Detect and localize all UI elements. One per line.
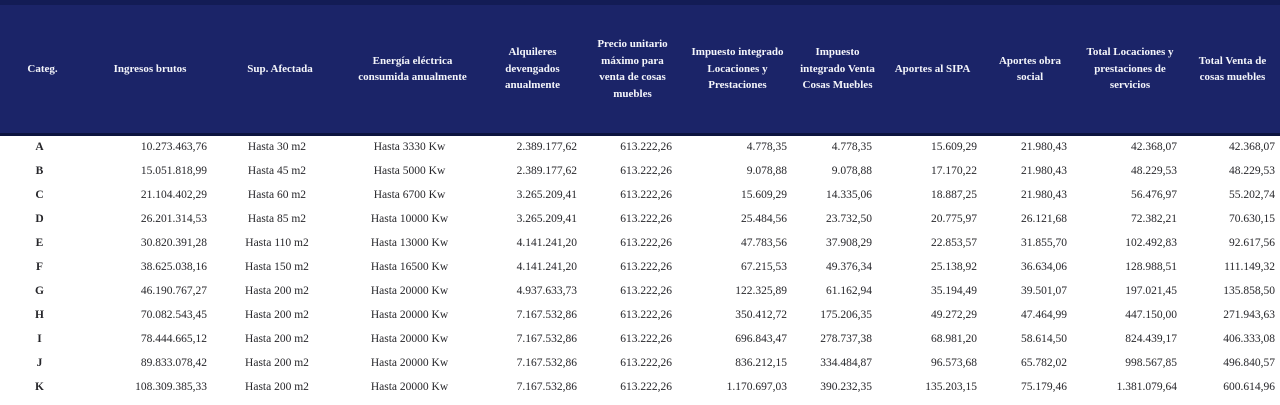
cell-imp_locaciones: 1.170.697,03 [726,380,787,393]
column-header-imp_locaciones: Impuesto integrado Locaciones y Prestaciones [691,46,784,92]
cell-sipa: 49.272,29 [931,308,977,321]
cell-sipa: 135.203,15 [925,380,977,393]
cell-total_venta: 406.333,08 [1223,332,1275,345]
column-header-precio_unitario: Precio unitario máximo para venta de cosas muebles [597,38,668,100]
cell-sipa: 68.981,20 [931,332,977,345]
table-row [0,135,1280,159]
cell-categ: A [35,141,44,154]
cell-imp_venta: 37.908,29 [826,236,872,249]
cell-precio_unitario: 613.222,26 [620,356,672,369]
table-row [0,279,1280,303]
table-row [0,351,1280,375]
cell-imp_venta: 175.206,35 [820,308,872,321]
cell-alquileres: 3.265.209,41 [516,188,577,201]
cell-alquileres: 4.141.241,20 [516,236,577,249]
cell-imp_locaciones: 67.215,53 [741,260,787,273]
cell-imp_locaciones: 836.212,15 [735,356,787,369]
cell-imp_venta: 334.484,87 [820,356,872,369]
cell-obra_social: 31.855,70 [1021,236,1067,249]
cell-imp_venta: 14.335,06 [826,188,872,201]
cell-obra_social: 58.614,50 [1021,332,1067,345]
cell-imp_venta: 278.737,38 [820,332,872,345]
cell-total_venta: 55.202,74 [1229,188,1275,201]
cell-energia: Hasta 20000 Kw [370,380,449,393]
cell-imp_locaciones: 350.412,72 [735,308,787,321]
cell-obra_social: 21.980,43 [1021,141,1067,154]
cell-ingresos_brutos: 89.833.078,42 [140,356,207,369]
cell-ingresos_brutos: 46.190.767,27 [140,284,207,297]
cell-imp_locaciones: 122.325,89 [735,284,787,297]
cell-alquileres: 4.937.633,73 [516,284,577,297]
cell-imp_locaciones: 15.609,29 [741,188,787,201]
cell-total_locaciones: 48.229,53 [1131,164,1177,177]
table-row [0,327,1280,351]
cell-energia: Hasta 20000 Kw [370,332,449,345]
table-row [0,207,1280,231]
cell-ingresos_brutos: 38.625.038,16 [140,260,207,273]
cell-energia: Hasta 10000 Kw [370,212,449,225]
cell-total_venta: 70.630,15 [1229,212,1275,225]
cell-ingresos_brutos: 108.309.385,33 [135,380,207,393]
column-header-sipa: Aportes al SIPA [894,62,971,75]
cell-total_venta: 48.229,53 [1229,164,1275,177]
cell-sipa: 96.573,68 [931,356,977,369]
cell-imp_locaciones: 47.783,56 [741,236,787,249]
cell-total_locaciones: 824.439,17 [1125,332,1177,345]
table-row [0,303,1280,327]
cell-precio_unitario: 613.222,26 [620,332,672,345]
column-header-total_venta: Total Venta de cosas muebles [1198,54,1267,83]
cell-precio_unitario: 613.222,26 [620,141,672,154]
table-row [0,375,1280,399]
table-row [0,231,1280,255]
cell-obra_social: 39.501,07 [1021,284,1067,297]
cell-categ: K [35,380,44,393]
cell-obra_social: 65.782,02 [1021,356,1067,369]
cell-sup_afectada: Hasta 45 m2 [247,164,307,177]
cell-imp_venta: 49.376,34 [826,260,872,273]
cell-obra_social: 47.464,99 [1021,308,1067,321]
cell-imp_locaciones: 25.484,56 [741,212,787,225]
cell-precio_unitario: 613.222,26 [620,188,672,201]
cell-precio_unitario: 613.222,26 [620,380,672,393]
cell-categ: J [36,356,43,369]
cell-precio_unitario: 613.222,26 [620,236,672,249]
cell-alquileres: 7.167.532,86 [516,308,577,321]
column-header-categ: Categ. [27,62,58,75]
cell-sup_afectada: Hasta 200 m2 [245,308,309,321]
cell-imp_locaciones: 9.078,88 [746,164,787,177]
cell-imp_venta: 9.078,88 [831,164,872,177]
cell-total_locaciones: 56.476,97 [1131,188,1177,201]
cell-total_venta: 135.858,50 [1223,284,1275,297]
table-header [0,3,1280,135]
cell-ingresos_brutos: 30.820.391,28 [140,236,207,249]
cell-alquileres: 7.167.532,86 [516,332,577,345]
cell-sup_afectada: Hasta 200 m2 [245,332,309,345]
cell-ingresos_brutos: 21.104.402,29 [140,188,207,201]
cell-total_locaciones: 128.988,51 [1125,260,1177,273]
column-header-energia: Energía eléctrica consumida anualmente [358,54,467,83]
cell-total_locaciones: 42.368,07 [1131,141,1177,154]
cell-obra_social: 26.121,68 [1021,212,1067,225]
cell-energia: Hasta 6700 Kw [373,188,446,201]
cell-categ: G [35,284,44,297]
table-row [0,159,1280,183]
cell-categ: B [35,164,44,177]
column-header-obra_social: Aportes obra social [998,54,1062,83]
cell-sipa: 17.170,22 [931,164,977,177]
cell-energia: Hasta 5000 Kw [373,164,446,177]
cell-precio_unitario: 613.222,26 [620,284,672,297]
column-header-alquileres: Alquileres devengados anualmente [505,46,560,92]
cell-sipa: 20.775,97 [931,212,977,225]
cell-precio_unitario: 613.222,26 [620,260,672,273]
cell-total_venta: 111.149,32 [1224,260,1275,273]
cell-energia: Hasta 16500 Kw [370,260,449,273]
cell-total_venta: 496.840,57 [1223,356,1275,369]
cell-ingresos_brutos: 10.273.463,76 [140,141,207,154]
column-header-sup_afectada: Sup. Afectada [247,62,313,75]
cell-total_locaciones: 72.382,21 [1131,212,1177,225]
cell-alquileres: 4.141.241,20 [516,260,577,273]
cell-imp_locaciones: 696.843,47 [735,332,787,345]
cell-sipa: 25.138,92 [931,260,977,273]
cell-sipa: 15.609,29 [931,141,977,154]
column-header-imp_venta: Impuesto integrado Venta Cosas Muebles [800,46,875,92]
cell-imp_venta: 23.732,50 [826,212,872,225]
cell-sipa: 35.194,49 [931,284,977,297]
cell-total_venta: 271.943,63 [1223,308,1275,321]
column-header-ingresos_brutos: Ingresos brutos [113,62,187,75]
header-row [0,3,1280,135]
cell-categ: D [35,212,44,225]
cell-categ: E [35,236,44,249]
cell-imp_venta: 61.162,94 [826,284,872,297]
cell-imp_venta: 4.778,35 [831,141,872,154]
cell-total_locaciones: 998.567,85 [1125,356,1177,369]
cell-categ: I [37,332,42,345]
cell-imp_venta: 390.232,35 [820,380,872,393]
cell-total_venta: 600.614,96 [1223,380,1275,393]
cell-sup_afectada: Hasta 200 m2 [245,380,309,393]
column-header-total_locaciones: Total Locaciones y prestaciones de servicios [1086,46,1174,92]
cell-precio_unitario: 613.222,26 [620,164,672,177]
cell-sup_afectada: Hasta 60 m2 [247,188,307,201]
table-row [0,255,1280,279]
cell-categ: F [35,260,44,273]
cell-categ: C [35,188,44,201]
cell-obra_social: 21.980,43 [1021,188,1067,201]
cell-total_locaciones: 197.021,45 [1125,284,1177,297]
cell-obra_social: 36.634,06 [1021,260,1067,273]
cell-sup_afectada: Hasta 110 m2 [245,236,309,249]
cell-sup_afectada: Hasta 30 m2 [247,141,307,154]
cell-total_locaciones: 447.150,00 [1125,308,1177,321]
cell-alquileres: 3.265.209,41 [516,212,577,225]
cell-sipa: 22.853,57 [931,236,977,249]
cell-sup_afectada: Hasta 200 m2 [245,284,309,297]
cell-ingresos_brutos: 70.082.543,45 [140,308,207,321]
cell-alquileres: 7.167.532,86 [516,356,577,369]
cell-sup_afectada: Hasta 150 m2 [245,260,309,273]
cell-total_locaciones: 102.492,83 [1125,236,1177,249]
cell-energia: Hasta 20000 Kw [370,308,449,321]
cell-ingresos_brutos: 78.444.665,12 [140,332,207,345]
cell-ingresos_brutos: 26.201.314,53 [140,212,207,225]
cell-energia: Hasta 20000 Kw [370,284,449,297]
cell-sipa: 18.887,25 [931,188,977,201]
cell-obra_social: 21.980,43 [1021,164,1067,177]
cell-categ: H [35,308,44,321]
cell-ingresos_brutos: 15.051.818,99 [140,164,207,177]
cell-total_venta: 92.617,56 [1229,236,1275,249]
cell-energia: Hasta 20000 Kw [370,356,449,369]
cell-total_locaciones: 1.381.079,64 [1116,380,1177,393]
cell-sup_afectada: Hasta 85 m2 [247,212,307,225]
cell-alquileres: 2.389.177,62 [516,164,577,177]
cell-imp_locaciones: 4.778,35 [746,141,787,154]
cell-total_venta: 42.368,07 [1229,141,1275,154]
cell-sup_afectada: Hasta 200 m2 [245,356,309,369]
cell-energia: Hasta 13000 Kw [370,236,449,249]
cell-precio_unitario: 613.222,26 [620,308,672,321]
table-body [0,135,1280,399]
cell-precio_unitario: 613.222,26 [620,212,672,225]
cell-alquileres: 7.167.532,86 [516,380,577,393]
cell-alquileres: 2.389.177,62 [516,141,577,154]
cell-energia: Hasta 3330 Kw [373,141,446,154]
table-row [0,183,1280,207]
cell-obra_social: 75.179,46 [1021,380,1067,393]
